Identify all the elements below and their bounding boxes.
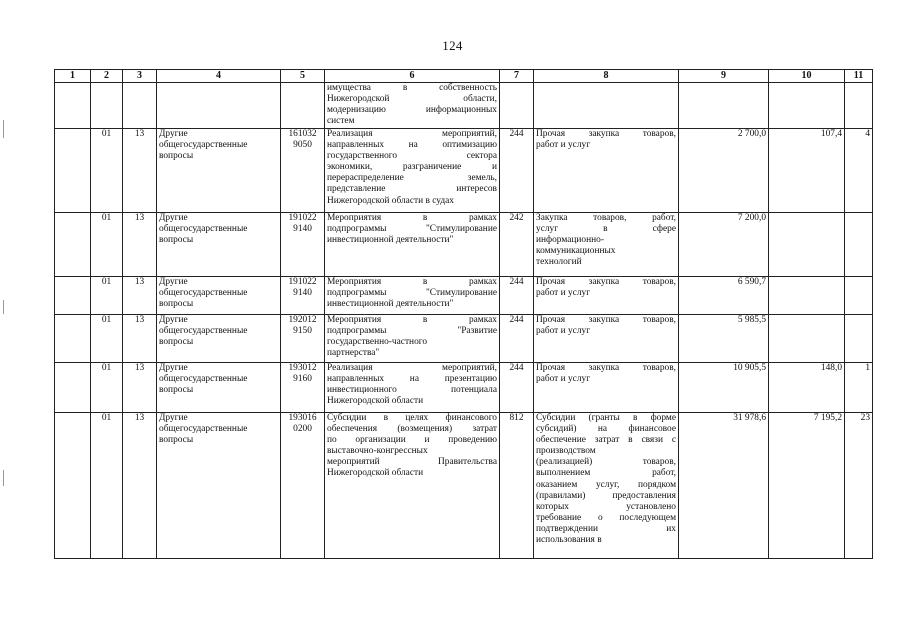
cell-line: Прочая закупка товаров, xyxy=(536,315,676,325)
cell-spacer xyxy=(55,413,91,559)
cell-line: вопросы xyxy=(159,435,194,446)
cell-line: Субсидии в целях финансового xyxy=(327,413,497,423)
cell-target-article xyxy=(281,413,325,559)
table-row xyxy=(55,315,873,363)
cell-subsection: 13 xyxy=(123,413,157,559)
cell-description xyxy=(325,129,500,213)
cell-target-article xyxy=(281,363,325,413)
left-edge-mark xyxy=(3,300,4,314)
cell-expense-type-name xyxy=(534,363,679,413)
cell-line: 161032 xyxy=(288,129,317,139)
cell-spacer xyxy=(55,213,91,277)
cell-expense-type xyxy=(500,83,534,129)
left-edge-mark xyxy=(3,120,4,138)
cell-line: Другие xyxy=(159,277,188,287)
cell-target-article xyxy=(281,213,325,277)
cell-section-name xyxy=(157,213,281,277)
cell-line: Нижегородской области xyxy=(327,396,424,407)
cell-line: Нижегородской области, xyxy=(327,94,497,105)
cell-expense-type-name xyxy=(534,413,679,559)
cell-section-name xyxy=(157,315,281,363)
cell-description xyxy=(325,413,500,559)
table-body xyxy=(55,83,873,559)
cell-section: 01 xyxy=(91,213,123,277)
cell-description xyxy=(325,315,500,363)
cell-line: государственно-частного xyxy=(327,337,428,348)
cell-amount: 5 985,5 xyxy=(679,315,769,363)
cell-line: обеспечение затрат в связи с xyxy=(536,435,676,446)
column-header-3: 3 xyxy=(123,70,157,83)
cell-line: 9160 xyxy=(293,374,312,385)
table-row xyxy=(55,277,873,315)
cell-line: Прочая закупка товаров, xyxy=(536,277,676,287)
cell-spacer xyxy=(55,83,91,129)
cell-amount-2: 7 195,2 xyxy=(769,413,845,559)
cell-expense-type-name xyxy=(534,213,679,277)
cell-line: использования в xyxy=(536,535,602,546)
cell-line: имущества в собственность xyxy=(327,83,497,93)
cell-expense-type: 244 xyxy=(500,277,534,315)
cell-line: работ и услуг xyxy=(536,326,591,337)
cell-section xyxy=(91,83,123,129)
cell-expense-type: 244 xyxy=(500,129,534,213)
cell-section: 01 xyxy=(91,129,123,213)
cell-section-name xyxy=(157,413,281,559)
cell-line: модернизацию информационных xyxy=(327,105,497,116)
cell-section-name xyxy=(157,363,281,413)
cell-subsection: 13 xyxy=(123,129,157,213)
cell-line: 9150 xyxy=(293,326,312,337)
cell-line: подпрограммы "Стимулирование xyxy=(327,288,497,299)
cell-line: обеспечения (возмещения) затрат xyxy=(327,424,497,435)
cell-spacer xyxy=(55,363,91,413)
cell-line: подтверждении их xyxy=(536,523,676,534)
cell-target-article xyxy=(281,315,325,363)
cell-line: вопросы xyxy=(159,385,194,396)
cell-description xyxy=(325,213,500,277)
cell-line: партнерства" xyxy=(327,348,380,359)
cell-line: экономики, разграничение и xyxy=(327,162,497,173)
cell-line: общегосударственные xyxy=(159,424,248,435)
cell-line: 191022 xyxy=(288,277,317,287)
cell-line: общегосударственные xyxy=(159,224,248,235)
header-row xyxy=(55,70,873,83)
cell-spacer xyxy=(55,129,91,213)
cell-expense-type: 812 xyxy=(500,413,534,559)
column-header-2: 2 xyxy=(91,70,123,83)
cell-amount-3: 1 xyxy=(845,363,873,413)
cell-line: мероприятий Правительства xyxy=(327,457,497,468)
cell-line: Субсидии (гранты в форме xyxy=(536,413,676,423)
cell-section-name xyxy=(157,277,281,315)
column-header-1: 1 xyxy=(55,70,91,83)
cell-section: 01 xyxy=(91,315,123,363)
cell-line: Мероприятия в рамках xyxy=(327,315,497,325)
cell-line: Прочая закупка товаров, xyxy=(536,363,676,373)
cell-line: 0200 xyxy=(293,424,312,435)
cell-line: Мероприятия в рамках xyxy=(327,277,497,287)
cell-amount-3 xyxy=(845,315,873,363)
cell-line: направленных на оптимизацию xyxy=(327,140,497,151)
cell-amount: 7 200,0 xyxy=(679,213,769,277)
left-edge-mark xyxy=(3,470,4,486)
budget-table xyxy=(54,69,873,559)
column-header-6: 6 xyxy=(325,70,500,83)
cell-amount-2: 107,4 xyxy=(769,129,845,213)
cell-line: подпрограммы "Стимулирование xyxy=(327,224,497,235)
cell-amount-3 xyxy=(845,213,873,277)
cell-line: Другие xyxy=(159,129,188,139)
cell-section: 01 xyxy=(91,363,123,413)
column-header-5: 5 xyxy=(281,70,325,83)
cell-line: Нижегородской области xyxy=(327,468,424,479)
cell-expense-type-name xyxy=(534,83,679,129)
cell-expense-type: 244 xyxy=(500,363,534,413)
cell-subsection xyxy=(123,83,157,129)
cell-line: систем xyxy=(327,116,355,127)
cell-line: Другие xyxy=(159,213,188,223)
cell-line: Реализация мероприятий, xyxy=(327,129,497,139)
cell-subsection: 13 xyxy=(123,213,157,277)
cell-expense-type: 242 xyxy=(500,213,534,277)
cell-line: подпрограммы "Развитие xyxy=(327,326,497,337)
cell-spacer xyxy=(55,277,91,315)
cell-amount-3: 23 xyxy=(845,413,873,559)
cell-amount-2: 148,0 xyxy=(769,363,845,413)
cell-section-name xyxy=(157,83,281,129)
table-row xyxy=(55,363,873,413)
cell-line: работ и услуг xyxy=(536,374,591,385)
cell-amount-2 xyxy=(769,315,845,363)
cell-line: Нижегородской области в судах xyxy=(327,195,454,206)
cell-line: 191022 xyxy=(288,213,317,223)
cell-line: вопросы xyxy=(159,235,194,246)
cell-line: которых установлено xyxy=(536,501,676,512)
cell-line: инвестиционного потенциала xyxy=(327,385,497,396)
cell-line: Реализация мероприятий, xyxy=(327,363,497,373)
cell-amount-3: 4 xyxy=(845,129,873,213)
cell-amount: 6 590,7 xyxy=(679,277,769,315)
cell-line: информационно- xyxy=(536,235,604,246)
cell-line: 193012 xyxy=(288,363,317,373)
table-row xyxy=(55,213,873,277)
cell-target-article xyxy=(281,129,325,213)
cell-line: инвестиционной деятельности" xyxy=(327,235,454,246)
cell-line: выполнением работ, xyxy=(536,468,676,479)
cell-line: работ и услуг xyxy=(536,140,591,151)
cell-amount-2 xyxy=(769,83,845,129)
cell-line: 9140 xyxy=(293,288,312,299)
column-header-10: 10 xyxy=(769,70,845,83)
cell-line: общегосударственные xyxy=(159,326,248,337)
table-row xyxy=(55,129,873,213)
table-row xyxy=(55,413,873,559)
cell-section-name xyxy=(157,129,281,213)
cell-expense-type-name xyxy=(534,277,679,315)
cell-description xyxy=(325,277,500,315)
cell-expense-type: 244 xyxy=(500,315,534,363)
cell-line: вопросы xyxy=(159,337,194,348)
cell-line: Другие xyxy=(159,363,188,373)
cell-line: направленных на презентацию xyxy=(327,374,497,385)
cell-line: оказанием услуг, порядком xyxy=(536,479,676,490)
cell-line: инвестиционной деятельности" xyxy=(327,299,454,310)
cell-line: субсидий) на финансовое xyxy=(536,424,676,435)
cell-line: вопросы xyxy=(159,151,194,162)
cell-line: Другие xyxy=(159,413,188,423)
cell-amount xyxy=(679,83,769,129)
cell-line: общегосударственные xyxy=(159,288,248,299)
cell-subsection: 13 xyxy=(123,315,157,363)
cell-line: услуг в сфере xyxy=(536,224,676,235)
cell-line: работ и услуг xyxy=(536,288,591,299)
cell-line: вопросы xyxy=(159,299,194,310)
cell-target-article xyxy=(281,277,325,315)
cell-line: 9050 xyxy=(293,140,312,151)
cell-line: выставочно-конгрессных xyxy=(327,446,428,457)
cell-line: Прочая закупка товаров, xyxy=(536,129,676,139)
cell-line: по организации и проведению xyxy=(327,435,497,446)
cell-expense-type-name xyxy=(534,129,679,213)
cell-line: Закупка товаров, работ, xyxy=(536,213,676,223)
cell-line: производством xyxy=(536,446,596,457)
cell-description xyxy=(325,83,500,129)
cell-amount: 31 978,6 xyxy=(679,413,769,559)
column-header-11: 11 xyxy=(845,70,873,83)
cell-subsection: 13 xyxy=(123,363,157,413)
page-number: 124 xyxy=(442,38,463,53)
table-row xyxy=(55,83,873,129)
column-header-8: 8 xyxy=(534,70,679,83)
cell-line: государственного сектора xyxy=(327,151,497,162)
cell-description xyxy=(325,363,500,413)
cell-line: Другие xyxy=(159,315,188,325)
cell-target-article xyxy=(281,83,325,129)
cell-line: 9140 xyxy=(293,224,312,235)
cell-amount-3 xyxy=(845,83,873,129)
cell-line: (правилами) предоставления xyxy=(536,490,676,501)
cell-line: Мероприятия в рамках xyxy=(327,213,497,223)
cell-amount: 2 700,0 xyxy=(679,129,769,213)
cell-line: перераспределение земель, xyxy=(327,173,497,184)
cell-line: представление интересов xyxy=(327,184,497,195)
cell-line: технологий xyxy=(536,257,582,268)
cell-amount-2 xyxy=(769,213,845,277)
cell-line: требование о последующем xyxy=(536,512,676,523)
column-header-9: 9 xyxy=(679,70,769,83)
cell-section: 01 xyxy=(91,277,123,315)
cell-line: 192012 xyxy=(288,315,317,325)
cell-line: (реализацией) товаров, xyxy=(536,457,676,468)
cell-line: общегосударственные xyxy=(159,140,248,151)
cell-expense-type-name xyxy=(534,315,679,363)
column-header-7: 7 xyxy=(500,70,534,83)
cell-line: коммуникационных xyxy=(536,246,616,257)
cell-line: 193016 xyxy=(288,413,317,423)
cell-line: общегосударственные xyxy=(159,374,248,385)
cell-subsection: 13 xyxy=(123,277,157,315)
cell-amount: 10 905,5 xyxy=(679,363,769,413)
cell-spacer xyxy=(55,315,91,363)
column-header-4: 4 xyxy=(157,70,281,83)
cell-amount-3 xyxy=(845,277,873,315)
cell-section: 01 xyxy=(91,413,123,559)
cell-amount-2 xyxy=(769,277,845,315)
